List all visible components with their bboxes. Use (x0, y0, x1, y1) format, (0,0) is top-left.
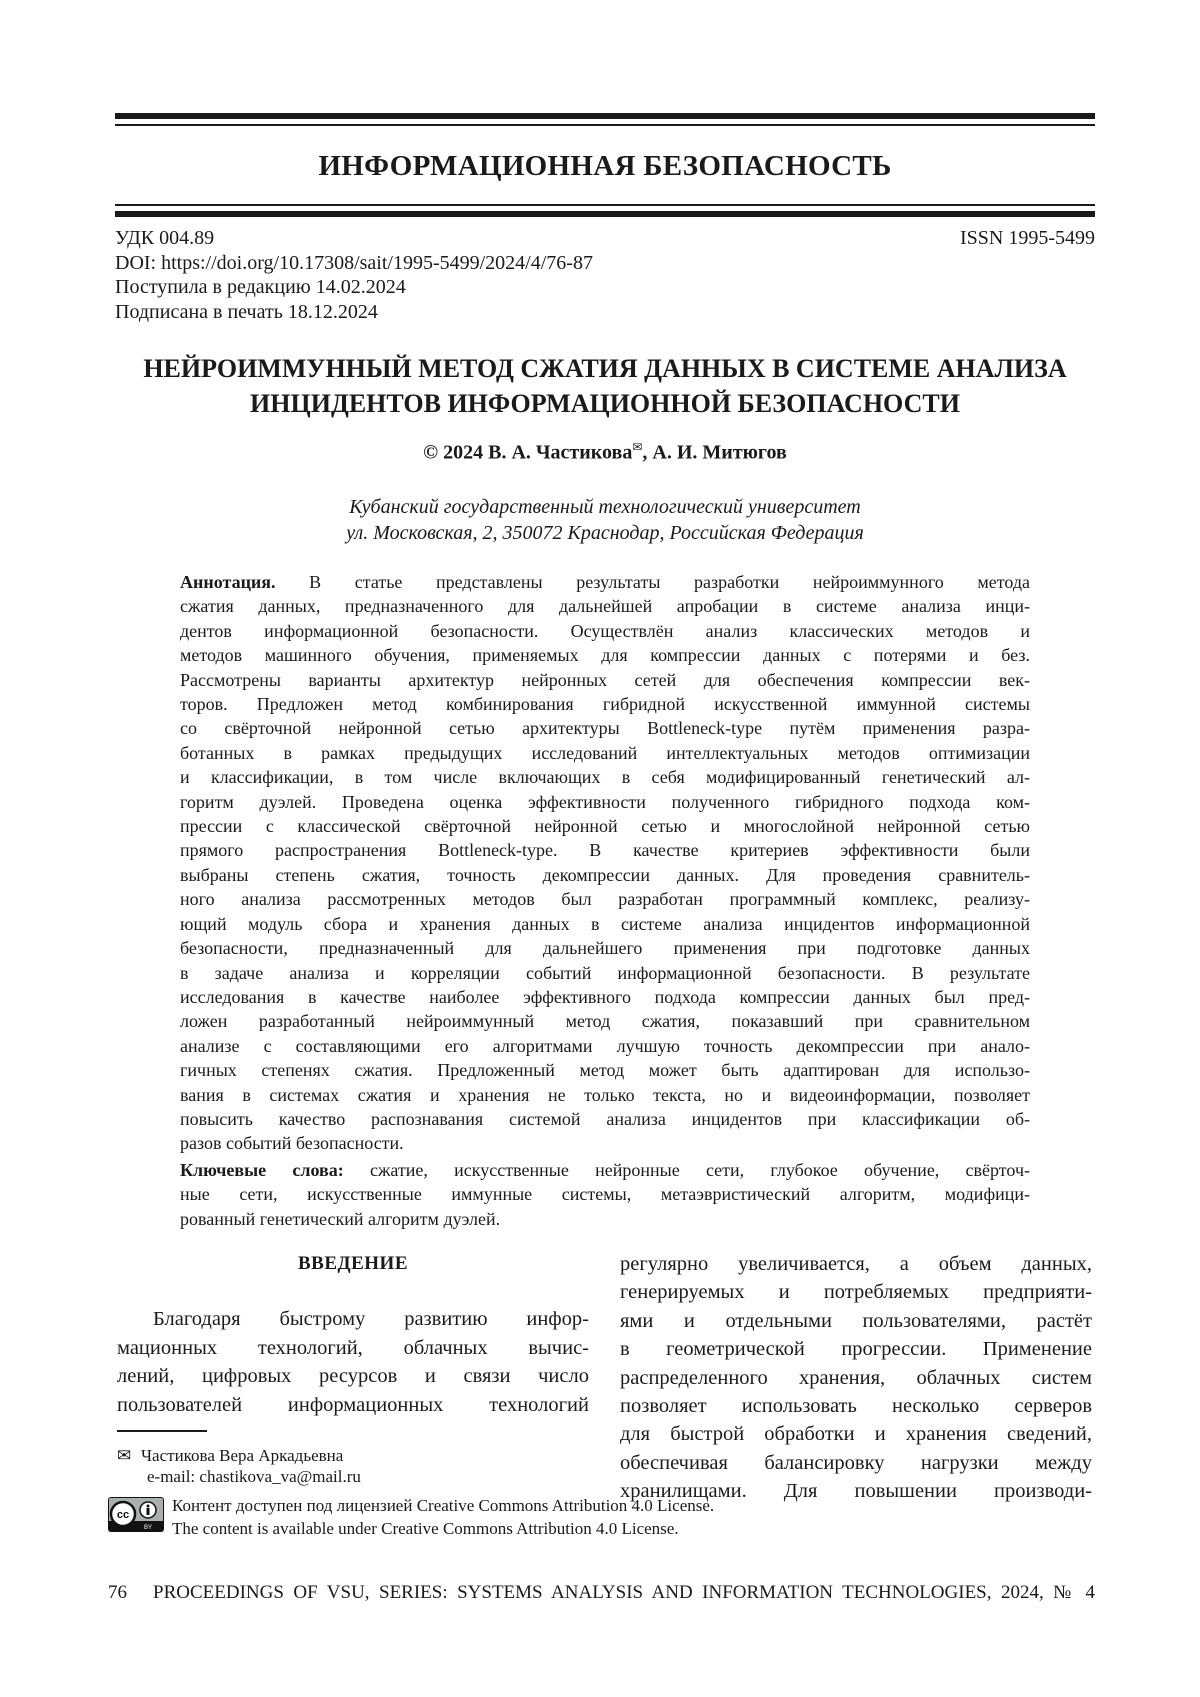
author-secondary: , А. И. Митюгов (642, 442, 786, 464)
section-title: ИНФОРМАЦИОННАЯ БЕЗОПАСНОСТЬ (115, 150, 1095, 183)
section-rule-thin (115, 204, 1095, 206)
intro-left-column (117, 1250, 589, 1419)
line-text: торов. Предложен метод комбинирования гибридной искусственной иммунной системы (180, 694, 1030, 714)
text-line (180, 790, 1030, 814)
license-en: The content is available under Creative Commons Attribution 4.0 License. (172, 1517, 714, 1540)
svg-text:BY: BY (144, 1525, 152, 1531)
text-line (620, 1335, 1092, 1363)
text-line (180, 1207, 1030, 1231)
text-line (180, 936, 1030, 960)
text-line (620, 1364, 1092, 1392)
text-line (620, 1392, 1092, 1420)
line-text: распределенного хранения, облачных систем (620, 1367, 1092, 1389)
text-line (180, 1158, 1030, 1182)
footnote (117, 1445, 361, 1487)
line-text: в геометрической прогрессии. Применение (620, 1338, 1092, 1360)
text-line (117, 1362, 589, 1390)
text-line (620, 1449, 1092, 1477)
line-text: лений, цифровых ресурсов и связи число (117, 1365, 589, 1387)
line-text: сжатия данных, предназначенного для дальнейшей апробации в системе анализа инци- (180, 596, 1030, 616)
footnote-name: Частикова Вера Аркадьевна (141, 1446, 343, 1465)
line-text: рованный генетический алгоритм дуэлей. (180, 1209, 500, 1229)
license-ru: Контент доступен под лицензией Creative Commons Attribution 4.0 License. (172, 1494, 714, 1517)
text-line (180, 863, 1030, 887)
text-line (180, 570, 1030, 594)
text-line (180, 741, 1030, 765)
text-line (180, 814, 1030, 838)
label: Аннотация. (180, 572, 276, 592)
keywords (180, 1158, 1030, 1231)
text-line (180, 985, 1030, 1009)
line-text: Благодаря быстрому развитию инфор- (153, 1308, 589, 1330)
line-text: ями и отдельными пользователями, растёт (620, 1310, 1092, 1332)
affiliation-line: Кубанский государственный технологический университет (115, 494, 1095, 520)
text-line (620, 1250, 1092, 1278)
line-text: хранилищами. Для повышении производи- (620, 1480, 1092, 1502)
line-text: со свёрточной нейронной сетью архитектуры Bottleneck-type путём применения разра- (180, 718, 1030, 738)
text-line (180, 643, 1030, 667)
text-line (180, 1083, 1030, 1107)
section-rule-thick (115, 211, 1095, 217)
intro-right-column (620, 1250, 1092, 1506)
text-line (180, 1009, 1030, 1033)
text-line (180, 838, 1030, 862)
text-line (180, 619, 1030, 643)
text-line (620, 1278, 1092, 1306)
envelope-icon: ✉ (117, 1445, 141, 1466)
page-footer (108, 1582, 1095, 1604)
text-line (117, 1334, 589, 1362)
line-text: в задаче анализа и корреляции событий информационной безопасности. В результате (180, 963, 1030, 983)
line-text: Рассмотрены варианты архитектур нейронных сетей для обеспечения компрессии век- (180, 670, 1030, 690)
line-text: дентов информационной безопасности. Осуществлён анализ классических методов и (180, 621, 1030, 641)
line-text: горитм дуэлей. Проведена оценка эффективности полученного гибридного подхода ком- (180, 792, 1030, 812)
issn: ISSN 1995-5499 (960, 226, 1095, 251)
line-text: обеспечивая балансировку нагрузки между (620, 1452, 1092, 1474)
page-number: 76 (108, 1582, 153, 1604)
line-text: анализе с составляющими его алгоритмами лучшую точность декомпрессии при анало- (180, 1036, 1030, 1056)
journal-name: PROCEEDINGS OF VSU, SERIES: SYSTEMS ANALYSIS AND INFORMATION TECHNOLOGIES, 2024, № 4 (153, 1582, 1095, 1604)
article-meta (115, 226, 593, 324)
line-text: прессии с классической свёрточной нейронной сетью и многослойной нейронной сетью (180, 816, 1030, 836)
text-line (180, 594, 1030, 618)
intro-paragraph (117, 1305, 589, 1419)
top-rule-thick (115, 113, 1095, 119)
doi-link[interactable]: DOI: https://doi.org/10.17308/sait/1995-5499/2024/4/76-87 (115, 251, 593, 276)
line-text: исследования в качестве наиболее эффективного подхода компрессии данных был пред- (180, 987, 1030, 1007)
signed-date: Подписана в печать 18.12.2024 (115, 300, 593, 325)
text-line (180, 1182, 1030, 1206)
text-line (180, 1034, 1030, 1058)
title-line: НЕЙРОИММУННЫЙ МЕТОД СЖАТИЯ ДАННЫХ В СИСТЕМЕ АНАЛИЗА (115, 351, 1095, 386)
line-text: прямого распространения Bottleneck-type. В качестве критериев эффективности были (180, 840, 1030, 860)
top-rule-thin (115, 124, 1095, 126)
received-date: Поступила в редакцию 14.02.2024 (115, 275, 593, 300)
line-text: ющий модуль сбора и хранения данных в системе анализа инцидентов информационной (180, 914, 1030, 934)
text-line (180, 716, 1030, 740)
text-line (180, 692, 1030, 716)
envelope-icon: ✉ (632, 440, 642, 454)
text-line (180, 912, 1030, 936)
line-text: гичных степенях сжатия. Предложенный метод может быть адаптирован для использо- (180, 1060, 1030, 1080)
footnote-email[interactable]: e-mail: chastikova_va@mail.ru (117, 1466, 361, 1487)
line-text: ные сети, искусственные иммунные системы, метаэвристический алгоритм, модифици- (180, 1184, 1030, 1204)
line-text: ного анализа рассмотренных методов был разработан программный комплекс, реализу- (180, 889, 1030, 909)
udk: УДК 004.89 (115, 226, 593, 251)
title-line: ИНЦИДЕНТОВ ИНФОРМАЦИОННОЙ БЕЗОПАСНОСТИ (115, 386, 1095, 421)
license-text (172, 1494, 714, 1540)
text-line (620, 1420, 1092, 1448)
line-text: регулярно увеличивается, а объем данных, (620, 1253, 1092, 1275)
text-line (180, 1107, 1030, 1131)
text-line (180, 765, 1030, 789)
line-text: позволяет использовать несколько серверов (620, 1395, 1092, 1417)
text-line (180, 1131, 1030, 1155)
line-text: разов событий безопасности. (180, 1133, 404, 1153)
line-text: для быстрой обработки и хранения сведений, (620, 1423, 1092, 1445)
label: Ключевые слова: (180, 1160, 344, 1180)
line-text: В статье представлены результаты разработки нейроиммунного метода (276, 572, 1030, 592)
affiliation-line: ул. Московская, 2, 350072 Краснодар, Российская Федерация (115, 520, 1095, 546)
text-line (620, 1307, 1092, 1335)
footnote-rule (117, 1430, 207, 1432)
line-text: и классификации, в том числе включающих в себя модифицированный генетический ал- (180, 767, 1030, 787)
text-line (180, 887, 1030, 911)
line-text: ложен разработанный нейроиммунный метод сжатия, показавший при сравнительном (180, 1011, 1030, 1031)
line-text: выбраны степень сжатия, точность декомпрессии данных. Для проведения сравнитель- (180, 865, 1030, 885)
affiliation (115, 494, 1095, 546)
text-line (180, 961, 1030, 985)
line-text: мационных технологий, облачных вычис- (117, 1337, 589, 1359)
svg-text:cc: cc (117, 1509, 129, 1521)
article-title (115, 351, 1095, 421)
author-primary: © 2024 В. А. Частикова (423, 442, 632, 464)
line-text: сжатие, искусственные нейронные сети, глубокое обучение, свёрточ- (344, 1160, 1030, 1180)
abstract (180, 570, 1030, 1156)
text-line (180, 668, 1030, 692)
intro-heading: ВВЕДЕНИЕ (117, 1250, 589, 1278)
line-text: генерируемых и потребляемых предприяти- (620, 1281, 1092, 1303)
text-line (117, 1305, 589, 1333)
line-text: безопасности, предназначенный для дальнейшего применения при подготовке данных (180, 938, 1030, 958)
line-text: методов машинного обучения, применяемых для компрессии данных с потерями и без. (180, 645, 1030, 665)
line-text: вания в системах сжатия и хранения не только текста, но и видеоинформации, позволяет (180, 1085, 1030, 1105)
text-line (180, 1058, 1030, 1082)
text-line (117, 1391, 589, 1419)
line-text: ботанных в рамках предыдущих исследований интеллектуальных методов оптимизации (180, 743, 1030, 763)
line-text: повысить качество распознавания системой анализа инцидентов при классификации об- (180, 1109, 1030, 1129)
cc-by-license-icon (108, 1497, 164, 1532)
authors (115, 440, 1095, 465)
line-text: пользователей информационных технологий (117, 1394, 589, 1416)
